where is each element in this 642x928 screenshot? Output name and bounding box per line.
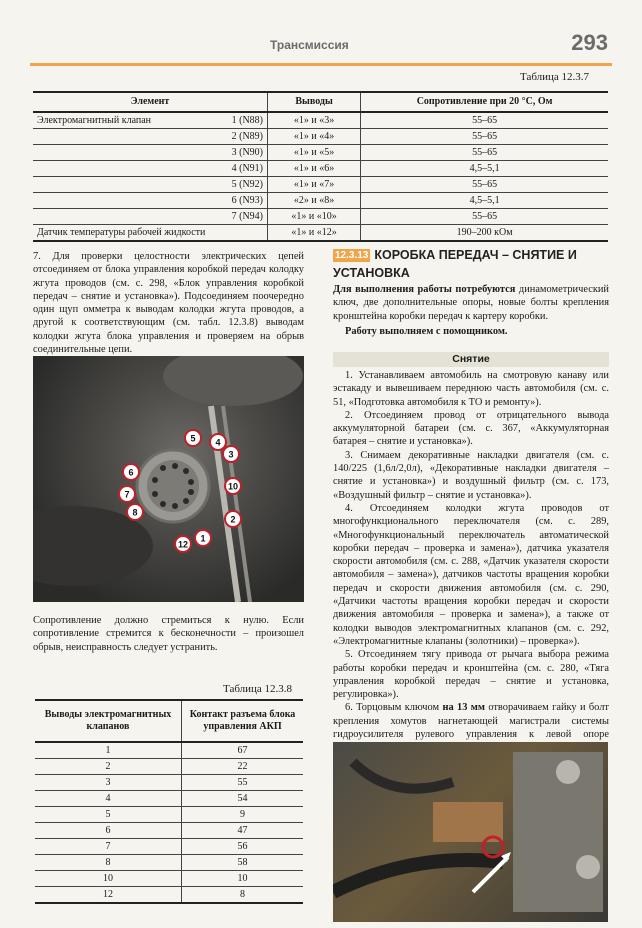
connector-photo — [33, 356, 304, 602]
step-5: 5. Отсоединяем тягу привода от рычага выбора режима работы коробки передач и кронштейна (см. с. 280, «Тяга управления коробкой передач – снятие и установка, регулировка»). — [333, 649, 609, 701]
ecu-contact-cell: 54 — [182, 791, 304, 807]
callout-label: 12 — [177, 539, 189, 550]
section-heading — [333, 246, 609, 282]
table-row — [33, 209, 608, 225]
valve-pin-cell: 2 — [35, 759, 182, 775]
element-number: 3 (N90) — [231, 146, 263, 158]
engine-bay-photo — [333, 742, 608, 922]
table-row — [33, 145, 608, 161]
valve-pin-cell: 12 — [35, 887, 182, 904]
table-row — [35, 807, 303, 823]
table2-header-ecu-contact: Контакт разъема блока управления АКП — [182, 700, 304, 742]
element-name: Электромагнитный клапан — [37, 114, 152, 126]
pins-cell: «2» и «8» — [268, 193, 361, 209]
element-number: 7 (N94) — [231, 210, 263, 222]
callout-label: 7 — [124, 489, 130, 500]
removal-subheading: Снятие — [333, 352, 609, 367]
ecu-contact-cell: 9 — [182, 807, 304, 823]
valve-pin-cell: 7 — [35, 839, 182, 855]
step-3: 3. Снимаем декоративные накладки двигателя (см. с. 140/225 (1,6л/2,0л), «Декоративные накладки двигателя – снятие и установка») и воздушный фильтр (см. с. 173, «Воздушный фильтр – снятие и установка»). — [333, 449, 609, 501]
ecu-contact-cell: 67 — [182, 742, 304, 759]
pins-cell: «1» и «7» — [268, 177, 361, 193]
header-rule — [30, 63, 612, 66]
valve-pin-cell: 6 — [35, 823, 182, 839]
table2-header-valve-pins: Выводы электромагнитных клапанов — [35, 700, 182, 742]
table-row — [35, 823, 303, 839]
resistance-table — [33, 91, 608, 242]
callout-label: 6 — [128, 467, 134, 478]
page-header — [30, 30, 612, 60]
table-row — [33, 225, 608, 242]
table-row — [35, 759, 303, 775]
table-row — [35, 871, 303, 887]
ecu-contact-cell: 47 — [182, 823, 304, 839]
valve-pin-cell: 4 — [35, 791, 182, 807]
table-row — [35, 775, 303, 791]
callout-label: 3 — [228, 449, 234, 460]
tools-text: динамометрический ключ, две дополнительные опоры, новые болты крепления кронштейна коробки передач к картеру коробки. — [333, 284, 609, 322]
resistance-cell: 4,5–5,1 — [361, 161, 608, 177]
removal-steps — [333, 369, 609, 755]
element-number: 1 (N88) — [231, 114, 263, 126]
ecu-contact-cell: 22 — [182, 759, 304, 775]
step-4: 4. Отсоединяем колодки жгута проводов от многофункционального переключателя (см. с. 289, «Многофункциональный переключатель автоматической коробки передач – проверка и замена»), датчика указателя скорости автомобиля (см. с. 288, «Датчик указателя скорости автомобиля – замена»), датчиков частоты вращения коробки передач и скорости движения автомобиля (см. с. 290, «Датчики частоты вращения коробки передач и скорости движения автомобиля – проверка и замена»), а также от колодки выводов электромагнитных клапанов (см. с. 292, «Электромагнитные клапаны (золотники) – проверка»). — [333, 502, 609, 647]
resistance-cell: 55–65 — [361, 145, 608, 161]
helper-note: Работу выполняем с помощником. — [345, 325, 508, 337]
table-row — [35, 839, 303, 855]
resistance-cell: 55–65 — [361, 209, 608, 225]
callout-label: 8 — [132, 507, 138, 518]
table-row — [33, 193, 608, 209]
step-6-bold: на 13 мм — [442, 702, 485, 714]
pins-cell: «1» и «12» — [268, 225, 361, 242]
valve-pin-cell: 3 — [35, 775, 182, 791]
element-number: 5 (N92) — [231, 178, 263, 190]
resistance-cell: 4,5–5,1 — [361, 193, 608, 209]
table-row — [33, 112, 608, 129]
callout-label: 5 — [190, 433, 196, 444]
ecu-contact-cell: 56 — [182, 839, 304, 855]
table-row — [35, 855, 303, 871]
ecu-contact-cell: 8 — [182, 887, 304, 904]
pins-cell: «1» и «10» — [268, 209, 361, 225]
callout-label: 10 — [227, 481, 239, 492]
section-title: КОРОБКА ПЕРЕДАЧ – СНЯТИЕ И УСТАНОВКА — [333, 248, 577, 280]
resistance-cell: 55–65 — [361, 112, 608, 129]
table-row — [35, 742, 303, 759]
resistance-note: Сопротивление должно стремиться к нулю. Если сопротивление стремится к бесконечности – произошел обрыв, неисправность следует устранить. — [33, 615, 304, 653]
resistance-cell: 55–65 — [361, 129, 608, 145]
ecu-contact-cell: 10 — [182, 871, 304, 887]
pins-cell: «1» и «6» — [268, 161, 361, 177]
pins-cell: «1» и «5» — [268, 145, 361, 161]
chapter-title: Трансмиссия — [270, 38, 349, 52]
element-name: Датчик температуры рабочей жидкости — [37, 226, 206, 238]
table1-caption: Таблица 12.3.7 — [520, 71, 590, 83]
step7-paragraph: 7. Для проверки целостности электрических цепей отсоединяем от блока управления коробкой передач колодку жгута проводов (см. с. 298, «Блок управления коробкой передач – снятие и установка»). Подсоединяем поочередно один щуп омметра к выводам колодки жгута проводов, а другой к соответствующим (см. табл. 12.3.8) выводам колодки жгута блока управления и проверяем на обрыв соединительные цепи. — [33, 251, 304, 356]
resistance-cell: 55–65 — [361, 177, 608, 193]
step-1: 1. Устанавливаем автомобиль на смотровую канаву или эстакаду и вывешиваем переднюю часть автомобиля (см. с. 51, «Подготовка автомобиля к ТО и ремонту»). — [333, 370, 609, 408]
table2-caption: Таблица 12.3.8 — [223, 683, 293, 695]
ecu-contact-cell: 58 — [182, 855, 304, 871]
valve-pin-cell: 8 — [35, 855, 182, 871]
table1-header-pins: Выводы — [268, 92, 361, 112]
callout-label: 1 — [200, 533, 206, 544]
element-number: 6 (N93) — [231, 194, 263, 206]
callout-label: 4 — [215, 437, 221, 448]
step-6-end: отворачиваем гайку и болт крепления хомутов нагнетающей магистрали системы гидроусилителя рулевого управления к левой опоре — [333, 702, 609, 741]
ecu-contact-cell: 55 — [182, 775, 304, 791]
step-6-start: 6. Торцовым ключом — [345, 702, 443, 714]
valve-pin-cell: 5 — [35, 807, 182, 823]
tools-paragraph — [333, 283, 609, 338]
pins-cell: «1» и «3» — [268, 112, 361, 129]
element-number: 2 (N89) — [231, 130, 263, 142]
pin-mapping-table — [35, 699, 303, 904]
valve-pin-cell: 1 — [35, 742, 182, 759]
table1-header-resistance: Сопротивление при 20 °С, Ом — [361, 92, 608, 112]
section-number: 12.3.13 — [335, 249, 369, 261]
page-number: 293 — [571, 30, 608, 55]
table-row — [35, 887, 303, 904]
table1-header-element: Элемент — [33, 92, 268, 112]
valve-pin-cell: 10 — [35, 871, 182, 887]
resistance-cell: 190–200 кОм — [361, 225, 608, 242]
table-row — [33, 177, 608, 193]
tools-bold: Для выполнения работы потребуются — [333, 284, 516, 295]
table-row — [35, 791, 303, 807]
element-number: 4 (N91) — [231, 162, 263, 174]
pins-cell: «1» и «4» — [268, 129, 361, 145]
step-2: 2. Отсоединяем провод от отрицательного вывода аккумуляторной батареи (см. с. 367, «Аккумуляторная батарея – снятие и установка»). — [333, 409, 609, 448]
table-row — [33, 161, 608, 177]
table-row — [33, 129, 608, 145]
callout-label: 2 — [230, 514, 236, 525]
